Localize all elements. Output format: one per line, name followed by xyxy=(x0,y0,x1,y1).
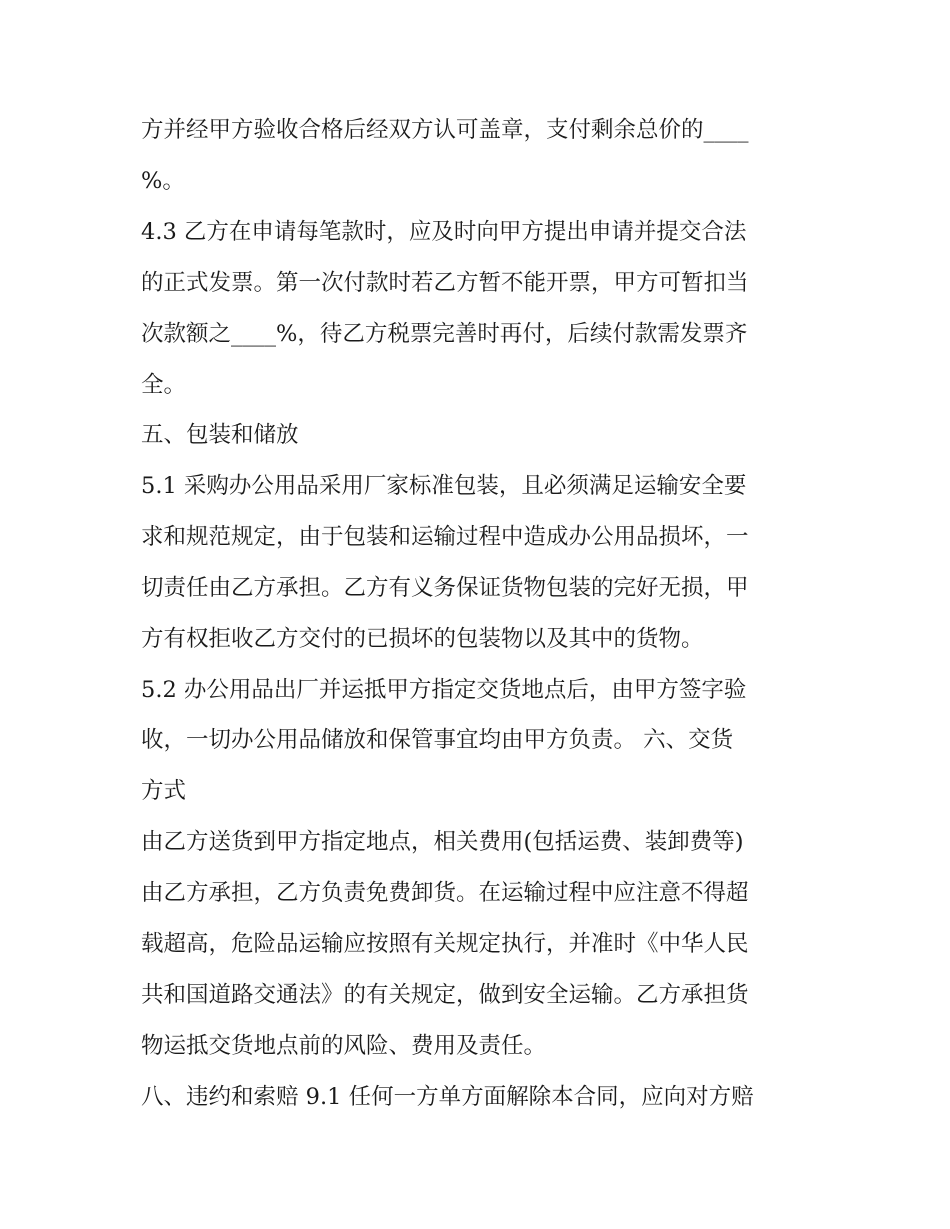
text-line: 载超高，危险品运输应按照有关规定执行，并准时《中华人民 xyxy=(141,931,749,957)
text-line: 方有权拒收乙方交付的已损坏的包装物以及其中的货物。 xyxy=(141,626,704,652)
text-line: 5.2 办公用品出厂并运抵甲方指定交货地点后，由甲方签字验 xyxy=(141,677,747,703)
text-line: 方并经甲方验收合格后经双方认可盖章，支付剩余总价的____ xyxy=(141,117,749,143)
text-line: 求和规范规定，由于包装和运输过程中造成办公用品损坏，一 xyxy=(141,524,749,550)
text-line: 收，一切办公用品储放和保管事宜均由甲方负责。 六、交货 xyxy=(141,727,734,753)
text-line: 方式 xyxy=(141,778,187,804)
section-heading: 五、包装和储放 xyxy=(141,422,299,448)
text-line: %。 xyxy=(141,168,185,194)
text-line: 5.1 采购办公用品采用厂家标准包装，且必须满足运输安全要 xyxy=(141,473,747,499)
text-line: 切责任由乙方承担。乙方有义务保证货物包装的完好无损，甲 xyxy=(141,575,749,601)
text-line: 八、违约和索赔 9.1 任何一方单方面解除本合同，应向对方赔 xyxy=(141,1084,754,1110)
text-line: 次款额之____%，待乙方税票完善时再付，后续付款需发票齐 xyxy=(141,321,748,347)
text-line: 全。 xyxy=(141,372,187,398)
text-line: 物运抵交货地点前的风险、费用及责任。 xyxy=(141,1033,547,1059)
text-line: 由乙方承担，乙方负责免费卸货。在运输过程中应注意不得超 xyxy=(141,880,749,906)
text-line: 共和国道路交通法》的有关规定，做到安全运输。乙方承担货 xyxy=(141,982,749,1008)
text-line: 由乙方送货到甲方指定地点，相关费用(包括运费、装卸费等) xyxy=(141,829,744,855)
text-line: 4.3 乙方在申请每笔款时，应及时向甲方提出申请并提交合法 xyxy=(141,219,747,245)
text-line: 的正式发票。第一次付款时若乙方暂不能开票，甲方可暂扣当 xyxy=(141,270,749,296)
